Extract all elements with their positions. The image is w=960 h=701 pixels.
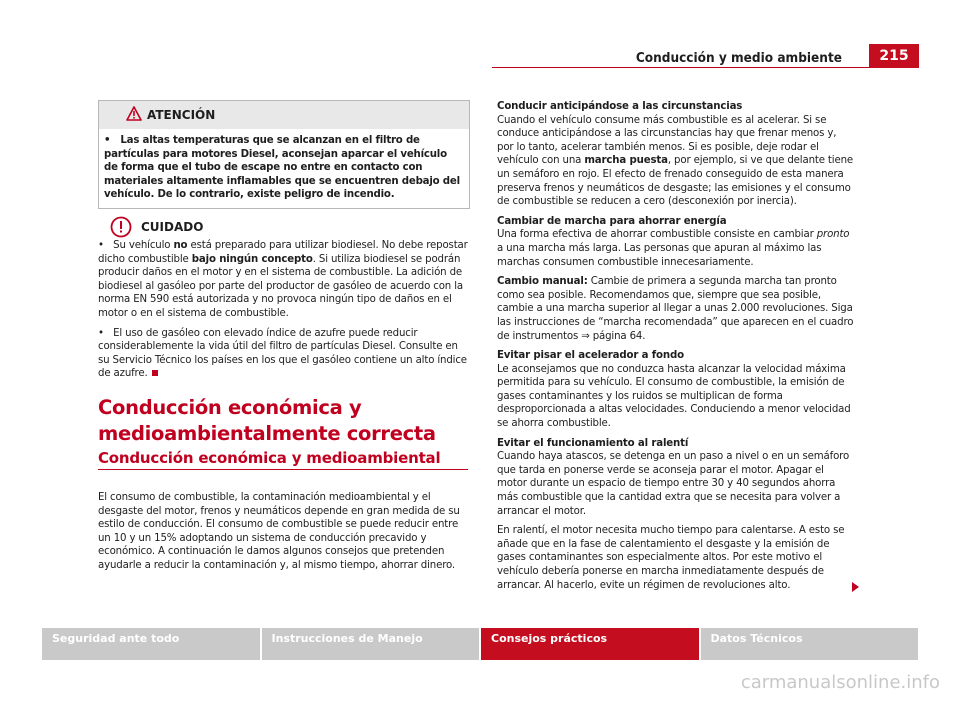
warning-box: [98, 100, 470, 209]
page-number: 215: [869, 44, 919, 68]
running-header-title: Conducción y medio ambiente: [635, 50, 842, 66]
subsection-rule: [98, 469, 468, 470]
chapter-nav: [42, 628, 918, 660]
nav-datos[interactable]: Datos Técnicos: [701, 628, 919, 660]
nav-consejos[interactable]: Consejos prácticos: [481, 628, 699, 660]
caution-label: CUIDADO: [141, 220, 204, 234]
warning-text: [99, 129, 469, 208]
idle-section: Evitar el funcionamiento al ralentí Cuando haya atascos, se detenga en un paso a nivel o en un semáforo que tarda en ponerse verde se aconseja parar el motor. Apagar el motor durante un espacio de tiempo entre 30 y 40 segundos ahorra más combustible que la cantidad extra que se necesita para volver a arrancar el motor.: [497, 437, 850, 517]
caution-icon: [110, 216, 132, 238]
end-marker: [152, 370, 158, 376]
warning-header: [99, 101, 469, 129]
header-rule: [492, 67, 919, 68]
subsection-title: Conducción económica y medioambiental: [98, 449, 441, 467]
warmup-paragraph: En ralentí, el motor necesita mucho tiempo para calentarse. A esto se añade que en la fase de calentamiento el desgaste y la emisión de gases contaminantes son especialmente altos. Por este motivo el vehículo debería ponerse en marcha inmediatamente después de arrancar. Al hacerlo, evite un régimen de revoluciones alto.: [497, 525, 845, 591]
bullet: •: [104, 135, 111, 146]
warning-text-body: Las altas temperaturas que se alcanzan en el filtro de partículas para motores Diesel, aconsejan aparcar el vehículo de forma que el tubo de escape no entre en contacto con materiales altamente inflamables que se encuentren debajo del vehículo. De lo contrario, existe peligro de incendio.: [104, 135, 460, 201]
anticipate-section: Conducir anticipándose a las circunstancias Cuando el vehículo consume más combustible es al acelerar. Si se conduce anticipándose a las circunstancias hay que frenar menos y, por lo tanto, acelerar también menos. Si es posible, deje rodar el vehículo con una marcha puesta, por ejemplo, si ve que delante tiene un semáforo en rojo. El efecto de frenado conseguido de esta manera preserva frenos y neumáticos de desgaste; las emisiones y el consumo de combustible se reducen a cero (desconexión por inercia).: [497, 101, 853, 208]
intro-paragraph: El consumo de combustible, la contaminación medioambiental y el desgaste del motor, frenos y neumáticos depende en gran medida de su estilo de conducción. El consumo de combustible se puede reducir entre un 10 y un 15% adoptando un sistema de conducción precavido y económico. A continuación le damos algunos consejos que pretenden ayudarle a reducir la contaminación y, al mismo tiempo, ahorrar dinero.: [98, 492, 460, 571]
gear-section: Cambiar de marcha para ahorrar energía Una forma efectiva de ahorrar combustible consiste en cambiar pronto a una marcha más larga. Las personas que apuran al máximo las marchas consumen combustible innecesariamente.: [497, 215, 850, 268]
continue-arrow-icon: [852, 582, 859, 592]
nav-seguridad[interactable]: Seguridad ante todo: [42, 628, 260, 660]
caution-paragraph-2: • El uso de gasóleo con elevado índice de azufre puede reducir considerablemente la vida útil del filtro de partículas Diesel. Consulte en su Servicio Técnico los países en los que el gasóleo contiene un alto índice de azufre.: [98, 327, 467, 380]
nav-instrucciones[interactable]: Instrucciones de Manejo: [262, 628, 480, 660]
section-title: Conducción económica y medioambientalmente correcta: [98, 396, 436, 445]
accelerator-section: Evitar pisar el acelerador a fondo Le aconsejamos que no conduzca hasta alcanzar la velocidad máxima permitida para su vehículo. El consumo de combustible, la emisión de gases contaminantes y los ruidos se multiplican de forma desproporcionada a altas velocidades. Conduciendo a menor velocidad se ahorra combustible.: [497, 350, 851, 430]
right-column: [497, 100, 855, 598]
manual-gear-section: Cambio manual: Cambie de primera a segunda marcha tan pronto como sea posible. Recomendamos que, siempre que sea posible, cambie a una marcha superior al llegar a unas 2.000 revoluciones. Siga las instrucciones de “marcha recomendada” que aparecen en el cuadro de instrumentos ⇒ página 64.: [497, 276, 854, 342]
watermark: carmanualsonline.info: [740, 672, 940, 693]
caution-text: [98, 239, 470, 387]
warning-triangle-icon: [126, 106, 142, 121]
intro-text: [98, 491, 470, 579]
warning-label: ATENCIÓN: [147, 108, 216, 122]
caution-paragraph-1: • Su vehículo no está preparado para utilizar biodiesel. No debe repostar dicho combustible bajo ningún concepto. Si utiliza biodiesel se podrán producir daños en el motor y en el sistema de combustible. La adición de biodiesel al gasóleo por parte del productor de gasóleo de acuerdo con la norma EN 590 está autorizada y no provoca ningún tipo de daños en el motor o en el sistema de combustible.: [98, 240, 468, 319]
